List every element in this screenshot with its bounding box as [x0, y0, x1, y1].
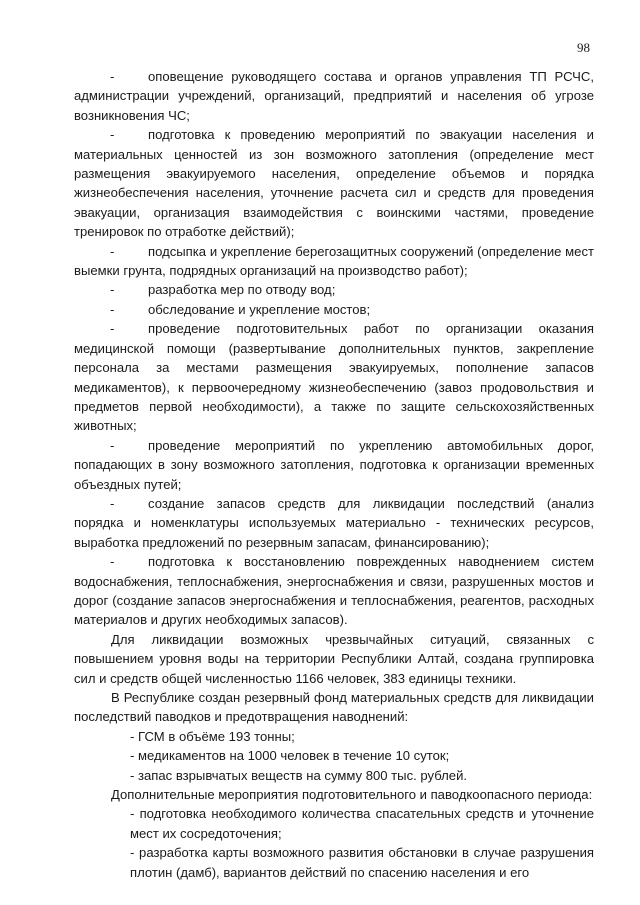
- paragraph-reserve-fund: В Республике создан резервный фонд материальных средств для ликвидации последствий паводков и предотвращения наводнений:: [74, 690, 594, 725]
- bullet-dash: -: [110, 127, 115, 143]
- bullet-text: обследование и укрепление мостов;: [148, 301, 371, 317]
- bullet-dash: -: [110, 554, 115, 570]
- bullet-text: подготовка к проведению мероприятий по эвакуации населения и материальных ценностей из зон возможного затопления (определение мест размещения эвакуируемого населения, определение объемов и порядка жизнеобеспечения населения, уточнение расчета сил и средств для проведения эвакуации, организация взаимодействия с воинскими частями, проведение тренировок по отработке действий);: [74, 127, 594, 240]
- bullet-text: проведение мероприятий по укреплению автомобильных дорог, попадающих в зону возможного затопления, подготовка к организации временных объездных путей;: [74, 437, 594, 492]
- bullet-item: [74, 125, 594, 241]
- bullet-text: разработка мер по отводу вод;: [148, 282, 336, 298]
- bullet-item: [74, 242, 594, 281]
- bullet-text: подсыпка и укрепление берегозащитных сооружений (определение мест выемки грунта, подрядных организаций на производство работ);: [74, 243, 594, 279]
- measure-list-item: - разработка карты возможного развития обстановки в случае разрушения плотин (дамб), вариантов действий по спасению населения и его: [130, 845, 594, 880]
- bullet-dash: -: [110, 243, 115, 259]
- bullet-dash: -: [110, 69, 115, 84]
- reserve-list-item: - запас взрывчатых веществ на сумму 800 тыс. рублей.: [130, 767, 468, 783]
- bullet-dash: -: [110, 321, 115, 337]
- bullet-text: проведение подготовительных работ по организации оказания медицинской помощи (развертывание дополнительных пунктов, закрепление персонала за местами размещения эвакуируемых, пополнение запасов медикаментов), к первоочередному жизнеобеспечению (завоз продовольствия и предметов первой необходимости), а также по защите сельскохозяйственных животных;: [74, 321, 594, 434]
- bullet-item: [74, 494, 594, 552]
- paragraph-forces-grouping: Для ликвидации возможных чрезвычайных ситуаций, связанных с повышением уровня воды на территории Республики Алтай, создана группировка сил и средств общей численностью 1166 человек, 383 единицы техники.: [74, 631, 594, 686]
- bullet-item: [74, 552, 594, 630]
- bullet-item: [74, 300, 594, 319]
- reserve-list-item: - ГСМ в объёме 193 тонны;: [130, 728, 295, 744]
- bullet-item: [74, 436, 594, 494]
- bullet-text: подготовка к восстановлению поврежденных наводнением систем водоснабжения, теплоснабжения, энергоснабжения и связи, разрушенных мостов и дорог (создание запасов энергоснабжения и теплоснабжения, реагентов, расходных материалов и других необходимых запасов).: [74, 554, 594, 628]
- bullet-item: [74, 280, 594, 299]
- bullet-item: [74, 319, 594, 435]
- reserve-list-item: - медикаментов на 1000 человек в течение 10 суток;: [130, 748, 450, 764]
- document-body: [74, 67, 594, 882]
- bullet-dash: -: [110, 282, 115, 298]
- bullet-dash: -: [110, 495, 115, 511]
- bullet-text: оповещение руководящего состава и органов управления ТП РСЧС, администрации учреждений, организаций, предприятий и населения об угрозе возникновения ЧС;: [74, 69, 594, 123]
- bullet-dash: -: [110, 301, 115, 317]
- bullet-item: [74, 67, 594, 125]
- paragraph-additional-measures: Дополнительные мероприятия подготовительного и паводкоопасного периода:: [111, 787, 593, 803]
- page-number: 98: [577, 40, 590, 55]
- bullet-text: создание запасов средств для ликвидации последствий (анализ порядка и номенклатуры используемых материально - технических ресурсов, выработка предложений по резервным запасам, финансированию);: [74, 495, 594, 550]
- bullet-dash: -: [110, 437, 115, 453]
- measure-list-item: - подготовка необходимого количества спасательных средств и уточнение мест их сосредоточения;: [130, 806, 594, 841]
